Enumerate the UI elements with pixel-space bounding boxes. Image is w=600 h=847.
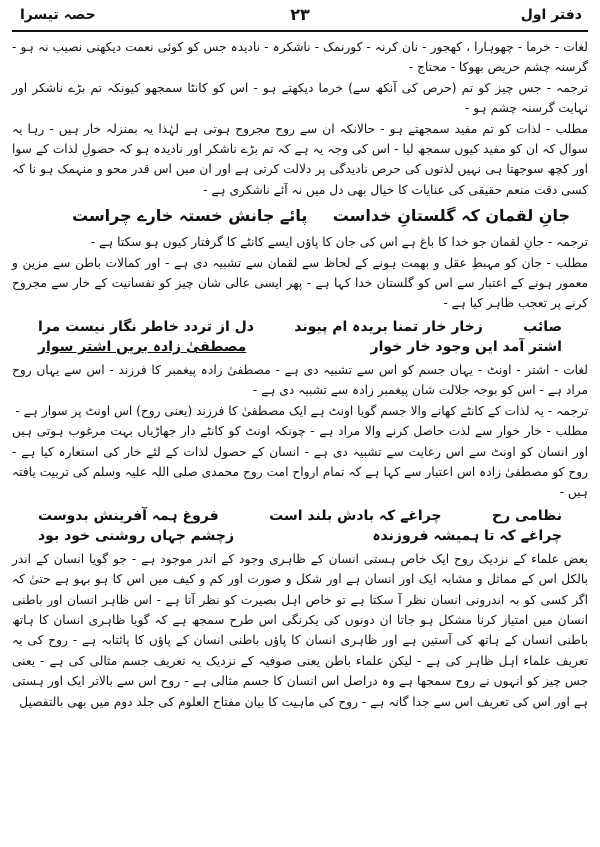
paragraph-translation-2: ترجمہ - جانِ لقمان جو خدا کا باغ ہے اس کی جان کا پاؤں ایسے کانٹے کا گرفتار کیوں ہو سکتا ہے - bbox=[90, 235, 588, 250]
page-body bbox=[12, 32, 588, 712]
paragraph-meaning-1: مطلب - لذات کو تم مفید سمجھتے ہو - حالانکہ ان سے روح مجروح ہوتی ہے لہٰذا یہ بمنزلہ خار ہیں - رہا یہ سوال کہ ان کو مفید کیوں سمجھ لیا - اس کی وجہ یہ ہے کہ تم بڑے ناشکر اور نادیدہ ہو کہ حصولِ لذات کے سوا اور کچھ سوجھتا ہی نہیں لذتوں کی حرص نادیدگی پر دلالت کرتی ہے اور ان میں اس قدر محو و منہمک ہو نا کہ کسی دقت منعم حقیقی کی عنایات کا خیال بھی دل میں نہ آئے ناشکری ہے - bbox=[12, 121, 588, 197]
verse-2-poet-label: صائب bbox=[523, 318, 562, 335]
verse-2-row-1 bbox=[38, 317, 562, 337]
paragraph-commentary: بعض علماء کے نزدیک روح ایک خاص ہستی انسان کے ظاہری وجود کے اندر موجود ہے - جو گویا انسان کے اندر بالکل اس کے مماثل و مشابہ ایک اور انسان ہے اور شکل و صورت اور کم و کیف میں اس کا ہو بہو ہے حتیٰ کہ اگر کسی کو بہ اندرونی انسان نظر آ سکتا ہے تو خاص اہل بصیرت کو نظر آتا ہے - اس ظاہر انسان اور باطنی انسان میں امتیاز کرنا مشکل ہو جاتا ان دونوں کی یکرنگی اس طرح سمجھ ہے کہ گویا ظاہری انسان کا ہاتھ باطنی انسان کے ہاتھ کی آستین ہے اور ظاہری انسان کا پاؤں باطنی انسان کے پاؤں کا پائتابہ ہے - روح کی یہ تعریف علماء اہل ظاہر کی ہے - لیکن علماء باطن یعنی صوفیہ کے نزدیک یہ تعریف جسم مثالی کی ہے - یعنی جس چیز کو انہوں نے روح سمجھا ہے وہ دراصل اس انسان کا جسم مثالی ہے - روح اس سے بالاتر ایک اور ہستی ہے اور اس کی تعریف اس سے جدا گانہ ہے - روح کی ماہیت کا بیان مفتاح العلوم کی جلد دوم میں بھی بالتفصیل bbox=[12, 551, 588, 709]
paragraph-meaning-3: مطلب - خار خوار سے لذت حاصل کرنے والا مراد ہے - چونکہ اونٹ کو کانٹے دار جھاڑیاں بہت مرغوب ہوتی ہیں اور انسان کو اونٹ سے اس رعایت سے تشبیہ دی ہے - انسان کے حصول لذات کے لئے خار کی استعارہ کیا ہے - روح کو مصطفیٰ زادہ اس اعتبار سے کہا ہے کہ تمام ارواح امت روح محمدی صلی اللہ علیہ وسلم کی تربیت یافتہ ہیں - bbox=[12, 424, 588, 500]
verse-2-line-1: زخار خار تمنا بریدہ ام پیوند bbox=[294, 318, 483, 335]
verse-2-line-4: مصطفیٰ زادہ بریں اشتر سوار bbox=[38, 338, 247, 355]
verse-3-line-1: چراغے کہ بادش بلند است bbox=[269, 507, 442, 524]
verse-2-line-3: اشتر آمد ایں وجود خار خوار bbox=[370, 338, 562, 355]
section-label: حصہ تیسرا bbox=[20, 7, 96, 23]
verse-couplet-3 bbox=[12, 503, 588, 549]
page-number: ۲۳ bbox=[290, 5, 310, 24]
paragraph-vocabulary-1: لغات - خرما - چھوہارا ، کھجور - نان کرنہ - کورنمک - ناشکرہ - نادیدہ جس کو کوئی نعمت دیکھنی نصیب نہ ہو - گرسنہ چشم حریص بھوکا - محتاج - bbox=[12, 40, 588, 75]
page-header bbox=[12, 4, 588, 32]
verse-3-row-2 bbox=[38, 526, 562, 546]
paragraph-vocabulary-2: لغات - اشتر - اونٹ - یہاں جسم کو اس سے تشبیہ دی ہے - مصطفیٰ زادہ پیغمبر کا فرزند - اس سے یہاں روح مراد ہے - اس کو بوجہ جلالت شان پیغمبر زادہ سے تشبیہ دی ہے - bbox=[12, 362, 588, 398]
paragraph-translation-1: ترجمہ - جس چیز کو تم (حرص کی آنکھ سے) خرما دیکھتے ہو - اس کو کانٹا سمجھو کیونکہ تم بڑے ناشکر اور نہایت گرسنہ چشم ہو - bbox=[12, 80, 588, 116]
verse-3-row-1 bbox=[38, 506, 562, 526]
verse-couplet-2 bbox=[12, 314, 588, 360]
verse-3-line-2: فروغ ہمہ آفرینش بدوست bbox=[38, 507, 219, 524]
verse-3-poet-label: نظامی رح bbox=[491, 507, 562, 524]
verse-2-row-2 bbox=[38, 337, 562, 357]
paragraph-meaning-2: مطلب - جان کو مہبطِ عقل و بھمت ہونے کے لحاظ سے لقمان سے تشبیہ دی ہے - اور کمالات باطن سے مزین و معمور ہونے کے اعتبار سے اس کو گلستان خدا کہا ہے - پھر ایسی عالی شان چیز کو نفسانیت کے خار سے مجروح کرنے پر تعجب ظاہر کیا ہے - bbox=[12, 255, 588, 311]
verse-1-first-line: جانِ لقمان کہ گلستانِ خداست bbox=[332, 206, 570, 226]
verse-2-line-2: دل از تردد خاطر نگار نیست مرا bbox=[38, 318, 254, 335]
verse-3-line-3: چراغے کہ تا ہمیشہ فروزندہ bbox=[372, 527, 562, 544]
verse-couplet-1 bbox=[12, 200, 588, 232]
paragraph-translation-3: ترجمہ - یہ لذات کے کانٹے کھانے والا جسم گویا اونٹ ہے ایک مصطفیٰ کا فرزند (یعنی روح) اس اونٹ پر سوار ہے - bbox=[15, 403, 588, 418]
verse-3-line-4: زچشم جہاں روشنی خود بود bbox=[38, 527, 235, 544]
verse-1-second-line: پائے جانش خستہ خارے چراست bbox=[72, 206, 308, 226]
book-volume-label: دفتر اول bbox=[520, 7, 582, 23]
